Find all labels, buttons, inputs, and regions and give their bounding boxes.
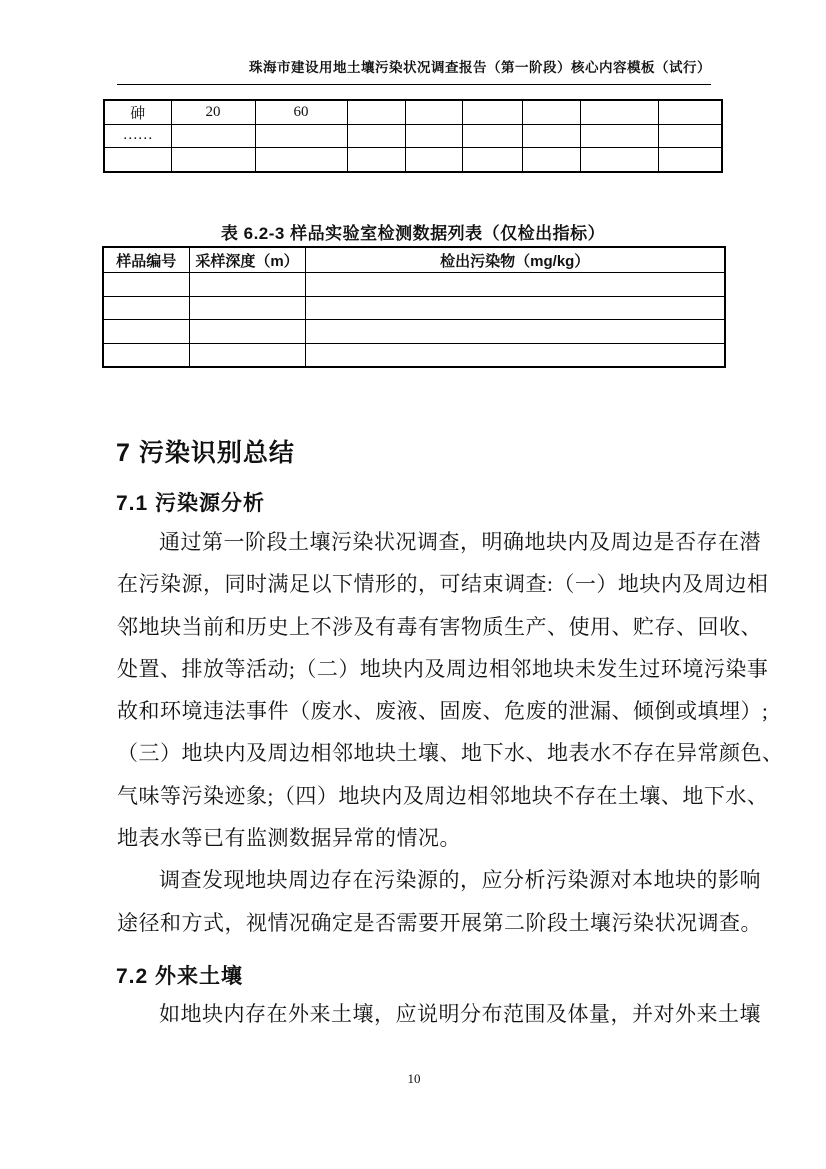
- table-cell-value: 60: [255, 100, 347, 124]
- paragraph-line: 通过第一阶段土壤污染状况调查，明确地块内及周边是否存在潜: [159, 530, 761, 554]
- table-cell: [189, 320, 305, 344]
- page-number: 10: [407, 1071, 421, 1086]
- table-cell: [171, 148, 255, 172]
- table-cell: [103, 320, 189, 344]
- section-7-1-body: [117, 521, 784, 944]
- section-heading-7-2: 7.2 外来土壤: [116, 965, 244, 988]
- paragraph-line: （三）地块内及周边相邻地块土壤、地下水、地表水不存在异常颜色、: [117, 741, 784, 766]
- paragraph-line: 气味等污染迹象;（四）地块内及周边相邻地块不存在土壤、地下水、: [117, 783, 769, 808]
- table-cell: [462, 148, 522, 172]
- column-header-sampling-depth: 采样深度（m）: [189, 247, 305, 273]
- table-cell: [347, 100, 405, 124]
- section-heading-7-1: 7.1 污染源分析: [116, 492, 266, 515]
- table-cell: [405, 148, 462, 172]
- section-heading-7: 7 污染识别总结: [116, 439, 295, 467]
- paragraph-line: 如地块内存在外来土壤，应说明分布范围及体量，并对外来土壤: [159, 1002, 761, 1026]
- table-cell: [658, 148, 722, 172]
- table-cell-ellipsis: ……: [104, 124, 171, 148]
- table-cell: [522, 148, 580, 172]
- table-cell: [305, 296, 725, 320]
- table-cell: [405, 124, 462, 148]
- header-rule: [117, 84, 711, 85]
- table-row: [104, 100, 722, 124]
- table-cell: [462, 100, 522, 124]
- table-cell: [171, 124, 255, 148]
- paragraph-line: 故和环境违法事件（废水、废液、固废、危废的泄漏、倾倒或填埋）;: [117, 699, 769, 724]
- column-header-detected-pollutants: 检出污染物（mg/kg）: [305, 247, 725, 273]
- table-row: [103, 296, 725, 320]
- table-6-2-3-title: 表 6.2-3 样品实验室检测数据列表（仅检出指标）: [220, 224, 606, 243]
- table-cell: [580, 100, 658, 124]
- table-cell: [658, 124, 722, 148]
- table-cell: [580, 124, 658, 148]
- table-cell: [305, 320, 725, 344]
- table-cell: [189, 343, 305, 367]
- table-cell: [522, 100, 580, 124]
- page-header-title: 珠海市建设用地土壤污染状况调查报告（第一阶段）核心内容模板（试行）: [249, 60, 711, 75]
- table-row: [103, 320, 725, 344]
- paragraph-line: 调查发现地块周边存在污染源的，应分析污染源对本地块的影响: [159, 868, 761, 893]
- table-cell: [103, 273, 189, 297]
- paragraph-line: 处置、排放等活动;（二）地块内及周边相邻地块未发生过环境污染事: [117, 656, 769, 681]
- table-row: [104, 148, 722, 172]
- paragraph-line: 地表水等已有监测数据异常的情况。: [117, 826, 461, 851]
- table-cell: [103, 296, 189, 320]
- table-cell: [462, 124, 522, 148]
- table-continuation: [103, 99, 723, 173]
- section-7-2-body: [117, 993, 761, 1035]
- table-cell: [103, 343, 189, 367]
- table-cell: [189, 273, 305, 297]
- table-cell: [580, 148, 658, 172]
- paragraph-line: 邻地块当前和历史上不涉及有毒有害物质生产、使用、贮存、回收、: [117, 614, 762, 639]
- table-cell: [255, 124, 347, 148]
- table-cell: [305, 343, 725, 367]
- table-row: [103, 343, 725, 367]
- table-cell: [104, 148, 171, 172]
- table-cell: [347, 124, 405, 148]
- table-cell: [405, 100, 462, 124]
- table-cell-pollutant: 砷: [104, 100, 171, 124]
- table-cell: [255, 148, 347, 172]
- table-cell: [347, 148, 405, 172]
- table-header-row: [103, 247, 725, 273]
- table-cell-value: 20: [171, 100, 255, 124]
- table-row: [104, 124, 722, 148]
- paragraph-line: 途径和方式，视情况确定是否需要开展第二阶段土壤污染状况调查。: [117, 910, 762, 935]
- table-cell: [189, 296, 305, 320]
- table-cell: [658, 100, 722, 124]
- table-row: [103, 273, 725, 297]
- paragraph-line: 在污染源，同时满足以下情形的，可结束调查:（一）地块内及周边相: [117, 572, 769, 597]
- column-header-sample-id: 样品编号: [103, 247, 189, 273]
- table-cell: [522, 124, 580, 148]
- table-cell: [305, 273, 725, 297]
- lab-data-table: [102, 246, 726, 368]
